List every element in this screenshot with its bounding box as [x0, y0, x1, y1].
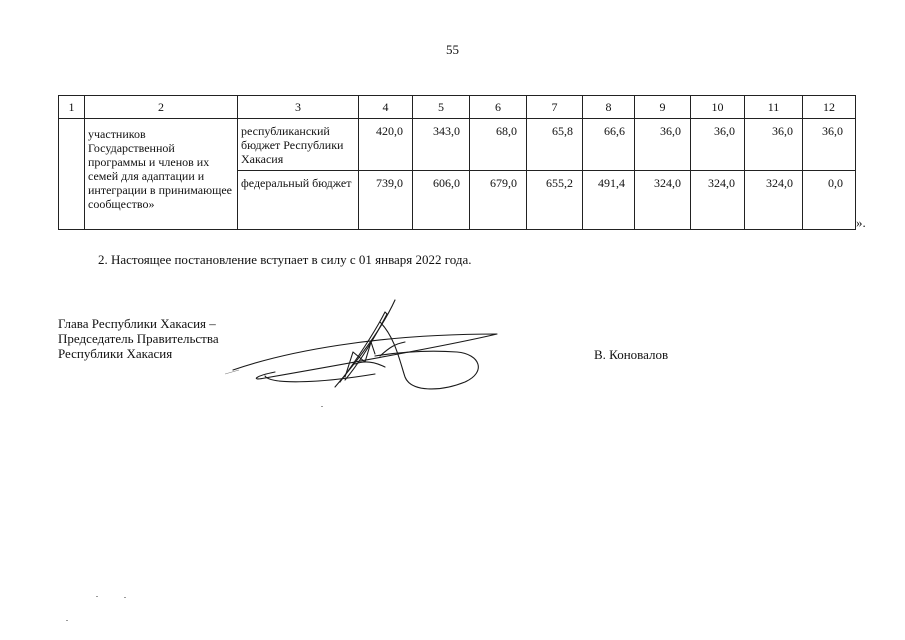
signatory-title-line: Председатель Правительства [58, 331, 219, 346]
value-cell: 324,0 [691, 171, 745, 230]
column-number-cell: 11 [745, 96, 803, 119]
column-number-cell: 8 [583, 96, 635, 119]
funding-table [58, 95, 856, 230]
funding-source-cell: федеральный бюджет [238, 171, 359, 230]
column-number-cell: 3 [238, 96, 359, 119]
page-number: 55 [446, 42, 459, 57]
value-cell: 324,0 [635, 171, 691, 230]
column-number-cell: 12 [803, 96, 856, 119]
value-cell: 491,4 [583, 171, 635, 230]
closing-quote: ». [856, 215, 866, 230]
value-cell: 606,0 [413, 171, 470, 230]
scan-speck [66, 620, 68, 621]
funding-source-cell: республиканский бюджет Республики Хакасия [238, 119, 359, 171]
value-cell: 68,0 [470, 119, 527, 171]
value-cell: 0,0 [803, 171, 856, 230]
signatory-title-line: Глава Республики Хакасия – [58, 316, 216, 331]
value-cell: 679,0 [470, 171, 527, 230]
value-cell: 324,0 [745, 171, 803, 230]
value-cell: 343,0 [413, 119, 470, 171]
signatory-title-line: Республики Хакасия [58, 346, 173, 361]
value-cell: 655,2 [527, 171, 583, 230]
value-cell: 420,0 [359, 119, 413, 171]
column-number-cell: 1 [59, 96, 85, 119]
empty-cell [59, 119, 85, 230]
column-number-cell: 7 [527, 96, 583, 119]
effective-date-statement: 2. Настоящее постановление вступает в силу с 01 января 2022 года. [98, 252, 472, 267]
column-number-cell: 10 [691, 96, 745, 119]
column-number-cell: 6 [470, 96, 527, 119]
signatory-name: В. Коновалов [594, 347, 669, 362]
value-cell: 66,6 [583, 119, 635, 171]
value-cell: 36,0 [745, 119, 803, 171]
table-header-row [59, 96, 856, 119]
handwritten-signature [225, 292, 515, 412]
participants-cell: участников Государственной программы и членов их семей для адаптации и интеграции в принимающее сообщество» [85, 119, 238, 230]
value-cell: 65,8 [527, 119, 583, 171]
value-cell: 739,0 [359, 171, 413, 230]
value-cell: 36,0 [803, 119, 856, 171]
column-number-cell: 2 [85, 96, 238, 119]
column-number-cell: 4 [359, 96, 413, 119]
scan-speck [124, 597, 126, 598]
signatory-title [58, 316, 219, 361]
value-cell: 36,0 [635, 119, 691, 171]
column-number-cell: 9 [635, 96, 691, 119]
value-cell: 36,0 [691, 119, 745, 171]
scan-speck [96, 596, 98, 597]
column-number-cell: 5 [413, 96, 470, 119]
table-row [59, 119, 856, 171]
